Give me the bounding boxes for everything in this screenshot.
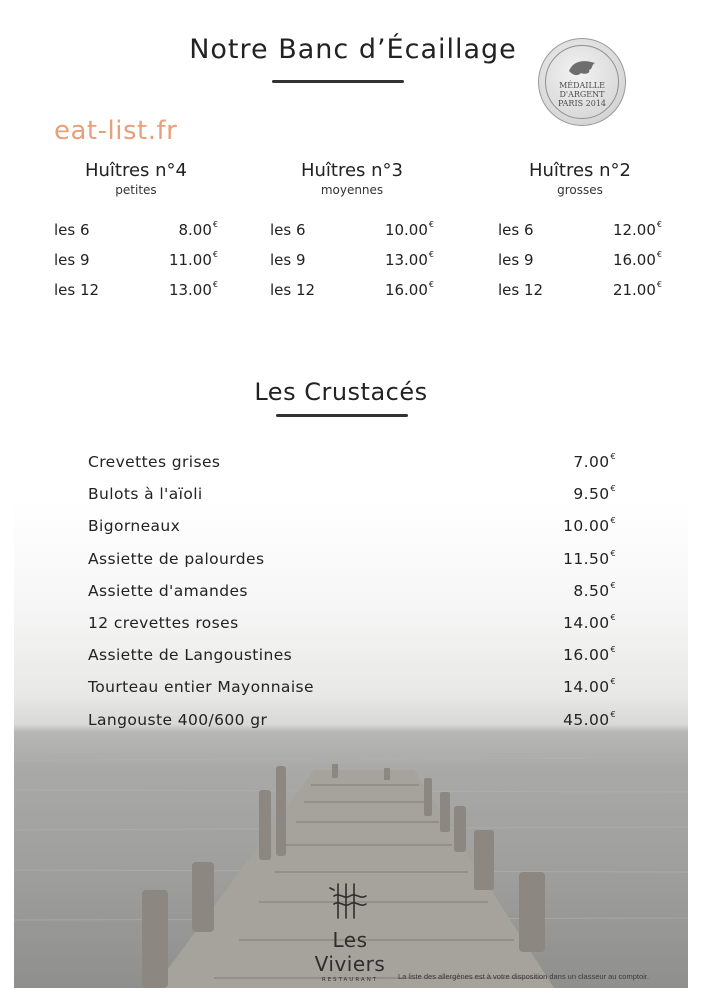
oyster-name: Huîtres n°4 — [84, 160, 188, 181]
oyster-qty: les 9 — [498, 251, 534, 269]
menu-item-name: 12 crevettes roses — [88, 614, 239, 633]
restaurant-logo — [294, 878, 406, 983]
oyster-price: 21.00€ — [612, 280, 662, 299]
title-underline — [272, 80, 404, 83]
menu-item-name: Bigorneaux — [88, 517, 181, 536]
menu-item-price: 45.00€ — [563, 709, 616, 729]
viviers-mark-icon — [320, 878, 380, 926]
oyster-column-n3 — [270, 160, 434, 305]
restaurant-name: Les Viviers — [314, 928, 386, 976]
oyster-column-n2 — [498, 160, 662, 305]
medal-line-1: MÉDAILLE — [559, 81, 605, 90]
oyster-price-row — [498, 275, 662, 305]
oyster-size: petites — [115, 183, 157, 197]
menu-item-price: 11.50€ — [563, 548, 616, 568]
menu-item-name: Assiette d'amandes — [88, 581, 248, 600]
oyster-qty: les 9 — [54, 251, 90, 269]
oak-leaf-icon — [567, 57, 597, 79]
menu-item-price: 14.00€ — [563, 613, 616, 633]
oyster-qty: les 6 — [54, 221, 90, 239]
crustaceans-list — [88, 446, 616, 736]
menu-item-name: Langouste 400/600 gr — [88, 710, 268, 729]
menu-item-name: Assiette de palourdes — [88, 549, 265, 568]
oyster-price: 8.00€ — [178, 220, 218, 239]
oyster-name: Huîtres n°3 — [300, 160, 404, 181]
menu-item — [88, 543, 616, 575]
oyster-price: 16.00€ — [384, 280, 434, 299]
oyster-name: Huîtres n°2 — [528, 160, 632, 181]
oyster-qty: les 12 — [270, 281, 316, 299]
menu-item-name: Bulots à l'aïoli — [88, 485, 203, 504]
menu-item-price: 7.00€ — [573, 452, 616, 472]
oyster-price: 10.00€ — [384, 220, 434, 239]
restaurant-tagline: RESTAURANT — [321, 977, 379, 983]
menu-item — [88, 575, 616, 607]
oyster-price: 13.00€ — [168, 280, 218, 299]
medal-line-3: PARIS 2014 — [558, 99, 606, 108]
watermark-text: eat-list.fr — [54, 116, 178, 146]
oyster-price-row — [498, 215, 662, 245]
medal-line-2: D'ARGENT — [559, 90, 605, 99]
oyster-size: grosses — [557, 183, 603, 197]
oyster-price: 11.00€ — [168, 250, 218, 269]
oyster-price: 12.00€ — [612, 220, 662, 239]
menu-item-name: Assiette de Langoustines — [88, 646, 293, 665]
oyster-price: 16.00€ — [612, 250, 662, 269]
oyster-price-row — [54, 245, 218, 275]
oyster-price-row — [54, 215, 218, 245]
oyster-price: 13.00€ — [384, 250, 434, 269]
oyster-price-row — [54, 275, 218, 305]
menu-item-price: 16.00€ — [563, 645, 616, 665]
menu-item — [88, 704, 616, 736]
menu-item — [88, 607, 616, 639]
oyster-qty: les 6 — [270, 221, 306, 239]
menu-item-price: 10.00€ — [563, 516, 616, 536]
oyster-price-row — [270, 215, 434, 245]
menu-item — [88, 510, 616, 542]
oyster-price-row — [270, 275, 434, 305]
menu-item — [88, 478, 616, 510]
section-underline — [276, 414, 408, 417]
oyster-qty: les 12 — [498, 281, 544, 299]
allergen-footnote: La liste des allergènes est à votre disposition dans un classeur au comptoir. — [398, 972, 649, 981]
oyster-size: moyennes — [320, 183, 384, 197]
menu-item-price: 9.50€ — [573, 484, 616, 504]
oyster-price-row — [498, 245, 662, 275]
oyster-qty: les 12 — [54, 281, 100, 299]
oyster-price-row — [270, 245, 434, 275]
oyster-qty: les 9 — [270, 251, 306, 269]
menu-item-name: Crevettes grises — [88, 453, 221, 472]
section-title-crustaceans: Les Crustacés — [254, 378, 428, 406]
oyster-column-n4 — [54, 160, 218, 305]
oyster-qty: les 6 — [498, 221, 534, 239]
menu-item-price: 14.00€ — [563, 677, 616, 697]
menu-item — [88, 639, 616, 671]
page-title: Notre Banc d’Écaillage — [189, 34, 517, 65]
menu-item — [88, 671, 616, 703]
menu-item — [88, 446, 616, 478]
menu-item-name: Tourteau entier Mayonnaise — [88, 678, 314, 697]
menu-item-price: 8.50€ — [573, 580, 616, 600]
medal-badge — [538, 38, 626, 126]
